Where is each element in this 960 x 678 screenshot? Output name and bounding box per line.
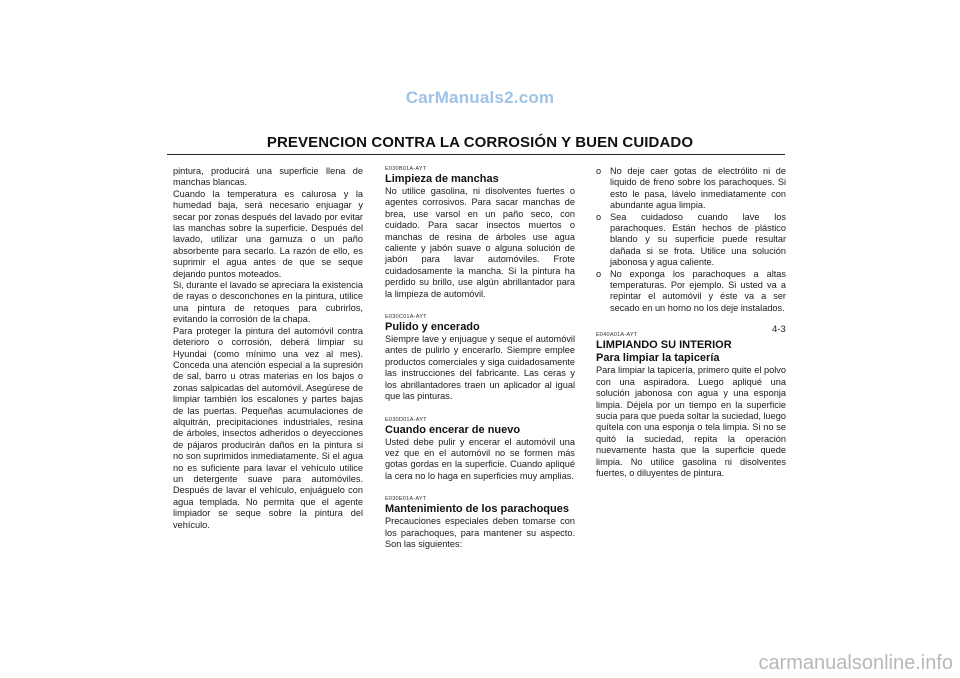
section-title: Limpieza de manchas (385, 173, 499, 185)
section-heading: LIMPIANDO SU INTERIOR (596, 339, 732, 352)
paragraph: Cuando la temperatura es calurosa y la humedad baja, será necesario enjuagar y secar por zonas después del lavado por evitar las manchas sobre la superficie. Después del lavado, utilizar una gamuza o un paño absorbente para secarlo. La razón de ello, es suprimir el agua antes de que se seque dejando puntos moteados. (173, 188, 363, 279)
title-underline (167, 154, 785, 155)
column-middle (385, 166, 575, 564)
section-code: E030E01A-AYT (385, 496, 427, 503)
section-code: E040A01A-AYT (596, 332, 638, 339)
section-title: Cuando encerar de nuevo (385, 423, 521, 436)
section-limpieza-de-manchas (385, 166, 575, 300)
bullet-item (596, 269, 786, 315)
section-parachoques (385, 496, 575, 550)
bullet-mark: o (596, 211, 602, 222)
paragraph: Para proteger la pintura del automóvil contra deterioro o corrosión, deberá limpiar su Hyundai (como mínimo una vez al mes). Conceda una atención especial a la supresión de sal, barro u otras materias en los bajos o zonas salpicadas del automóvil. Asegúrese de limpiar también los escalones y partes bajas de las puertas. Pequeñas acumulaciones de alquitrán, precipitaciones industriales, resina de árboles, insectos adheridos o deyecciones de pájaros producirán daños en la pintura si no son suprimidos inmediatamente. Si el agua no es suficiente para lavar el vehículo utilice un detergente suave para automóviles. Después de lavar el vehículo, enjuáguelo con agua templada. No permita que el agente limpiador se seque sobre la pintura del vehículo. (173, 325, 363, 530)
page-number: 4-3 (772, 324, 786, 335)
bullet-mark: o (596, 166, 602, 176)
section-body: Usted debe pulir y encerar el automóvil una vez que en el automóvil no se formen más gotas gordas en la superficie. Cuando apliqué la cera no lo haga en superficies muy amplias. (385, 436, 575, 481)
bullet-text: No exponga los parachoques a altas temperaturas. Por ejemplo. Si usted va a repintar el automóvil y éste va a ser secado en un horno no los deje instalados. (610, 268, 786, 313)
section-limpiando-interior (596, 332, 786, 479)
section-cuando-encerar (385, 417, 575, 483)
section-body: Siempre lave y enjuague y seque el automóvil antes de pulirlo y encerarlo. Siempre emplee productos comerciales y siga cuidadosamente las instrucciones del fabricante. Las ceras y los abrillantadores traen un aplicador al igual que las pinturas. (385, 334, 575, 402)
bullet-text: No deje caer gotas de electrólito ni de liquido de freno sobre los parachoques. Si esto le pasa, lávelo inmediatamente con abundante agua limpia. (610, 166, 786, 211)
bullet-mark: o (596, 268, 602, 279)
section-code: E030C01A-AYT (385, 314, 427, 321)
bullet-item (596, 212, 786, 269)
page-title: PREVENCION CONTRA LA CORROSIÓN Y BUEN CUIDADO (266, 134, 694, 151)
watermark-carmanualsonline: carmanualsonline.info (758, 652, 953, 674)
section-title: Para limpiar la tapicería (596, 352, 720, 365)
watermark-carmanuals2: CarManuals2.com (405, 88, 555, 107)
bullet-text: Sea cuidadoso cuando lave los parachoques. Están hechos de plástico blando y su superficie puede resultar dañada si se frota. Utilice una solución jabonosa y agua caliente. (610, 211, 786, 268)
column-right (596, 166, 786, 493)
section-body: Para limpiar la tapicería, primero quite el polvo con una aspiradora. Luego apliqué una solución jabonosa con agua y una esponja limpia. Déjela por un tiempo en la superficie sucia para que pueda soltar la suciedad, luego quítela con una esponja o tela limpia. Si no se quitó la suciedad, repita la operación nuevamente hasta que la superficie quede limpia. No utilice gasolina ni disolventes fuertes, o diluyentes de pintura. (596, 365, 787, 478)
section-title: Pulido y encerado (385, 321, 480, 334)
bullet-item (596, 166, 786, 212)
column-left (173, 166, 363, 531)
section-code: E030D01A-AYT (385, 416, 427, 423)
paragraph: Si, durante el lavado se apreciara la existencia de rayas o desconchones en la pintura, utilice una pintura de retoques para cubrirlos, evitando la corrosión de la chapa. (173, 280, 363, 325)
section-title: Mantenimiento de los parachoques (385, 503, 569, 516)
section-body: No utilice gasolina, ni disolventes fuertes o agentes corrosivos. Para sacar manchas de brea, use varsol en un paño seco, con cuidado. Para sacar insectos muertos o manchas de resina de árboles use agua caliente y jabón suave o alguna solución de jabón para lavar automóviles. Frote cuidadosamente la mancha. Si la pintura ha perdido su brillo, use algún abrillantador para la limpieza de automóvil. (385, 186, 575, 299)
paragraph: pintura, producirá una superficie llena de manchas blancas. (173, 166, 363, 188)
section-body: Precauciones especiales deben tomarse con los parachoques, para mantener su aspecto. Son las siguientes: (385, 516, 575, 549)
section-code: E030B01A-AYT (385, 166, 427, 172)
section-pulido-y-encerado (385, 314, 575, 402)
